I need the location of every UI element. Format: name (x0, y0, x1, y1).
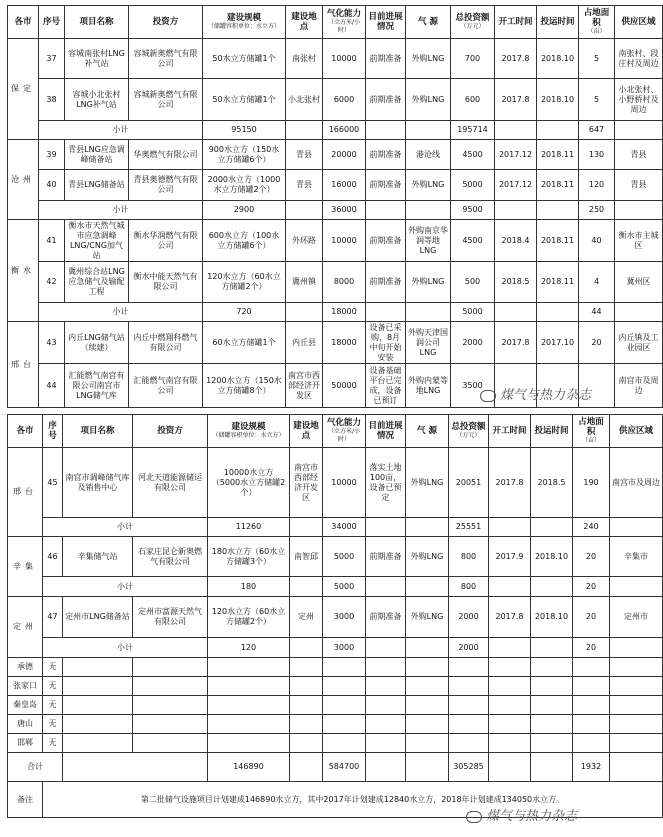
cell-op: 2018.10 (531, 597, 573, 638)
cell-no: 37 (39, 39, 65, 79)
cell-source: 外购LNG (406, 170, 451, 201)
subtotal-scale: 720 (203, 303, 286, 322)
cell-scale: 120水立方（60水立方储罐2个） (208, 597, 290, 638)
subtotal-capacity: 36000 (323, 201, 366, 220)
subtotal-invest: 9500 (451, 201, 495, 220)
cell-invest: 4500 (451, 220, 495, 262)
cell-site: 南宫市西部经济开发区 (286, 364, 323, 408)
cell-op: 2017.10 (537, 322, 579, 364)
cell-area: 4 (579, 262, 615, 303)
cell-invest: 600 (451, 79, 495, 121)
cell-no: 40 (39, 170, 65, 201)
wechat-icon (480, 390, 496, 402)
cell-name: 冀州综合站LNG应急储气及输配工程 (65, 262, 129, 303)
cell-supply: 南张村、段庄村及周边 (615, 39, 663, 79)
cell-scale: 50水立方储罐1个 (203, 79, 286, 121)
cell-supply: 辛集市 (610, 537, 663, 577)
cell-name: 衡水市天然气城市应急调峰LNG/CNG加气站 (65, 220, 129, 262)
subtotal-label: 小计 (43, 638, 208, 658)
header-name: 项目名称 (63, 415, 133, 448)
cell-area: 20 (573, 597, 610, 638)
cell-invest: 4500 (451, 140, 495, 170)
cell-invest: 800 (449, 537, 489, 577)
city-cell: 衡水 (8, 220, 39, 322)
cell-capacity: 10000 (323, 39, 366, 79)
subtotal-scale: 95150 (203, 121, 286, 140)
cell-supply: 冀州区 (615, 262, 663, 303)
cell-site: 南张村 (286, 39, 323, 79)
table-row (8, 262, 663, 303)
city-cell: 定州 (8, 597, 43, 658)
cell-capacity: 50000 (323, 364, 366, 408)
subtotal-label: 小计 (39, 201, 203, 220)
table-row (8, 140, 663, 170)
cell-area: 120 (579, 170, 615, 201)
table-2-container (7, 414, 660, 818)
city-cell: 张家口 (8, 677, 43, 696)
cell-invest: 700 (451, 39, 495, 79)
city-cell: 邯郸 (8, 734, 43, 753)
cell-investor: 定州市富源天然气有限公司 (133, 597, 208, 638)
cell-investor: 汇能燃气南宫有限公司 (129, 364, 203, 408)
cell-no: 47 (43, 597, 63, 638)
cell-no: 41 (39, 220, 65, 262)
cell-start: 2017.9 (489, 537, 531, 577)
cell-source: 外购LNG (406, 597, 449, 638)
cell-no: 45 (43, 448, 63, 518)
header-site: 建设地点 (286, 6, 323, 39)
header-supply: 供应区域 (610, 415, 663, 448)
cell-op: 2018.10 (537, 79, 579, 121)
cell-progress: 前期准备 (366, 140, 406, 170)
table-row (8, 79, 663, 121)
cell-start: 2017.8 (489, 448, 531, 518)
cell-progress: 前期准备 (366, 170, 406, 201)
header-city: 各市 (8, 415, 43, 448)
subtotal-scale: 11260 (208, 518, 290, 537)
city-cell: 邢台 (8, 322, 39, 408)
subtotal-capacity: 3000 (323, 638, 366, 658)
empty-city-row (8, 658, 663, 677)
cell-investor: 容城新奥燃气有限公司 (129, 39, 203, 79)
cell-op: 2018.10 (537, 39, 579, 79)
cell-scale: 600水立方（100水立方储罐6个） (203, 220, 286, 262)
cell-no: 43 (39, 322, 65, 364)
city-cell: 承德 (8, 658, 43, 677)
header-name: 项目名称 (65, 6, 129, 39)
subtotal-row (8, 518, 663, 537)
header-no: 序号 (39, 6, 65, 39)
cell-supply: 青县 (615, 140, 663, 170)
cell-source: 外购LNG (406, 39, 451, 79)
total-label: 合计 (8, 753, 63, 782)
subtotal-area: 20 (573, 638, 610, 658)
cell-invest: 5000 (451, 170, 495, 201)
cell-name: 容城南张村LNG补气站 (65, 39, 129, 79)
subtotal-scale: 180 (208, 577, 290, 597)
total-invest: 305285 (449, 753, 489, 782)
cell-start: 2018.5 (495, 262, 537, 303)
cell-no: 39 (39, 140, 65, 170)
header-invest: 总投资额 （万元） (449, 415, 489, 448)
cell-progress: 前期准备 (366, 79, 406, 121)
subtotal-area: 20 (573, 577, 610, 597)
cell-start: 2017.8 (489, 597, 531, 638)
subtotal-scale: 120 (208, 638, 290, 658)
header-progress: 目前进展情况 (366, 415, 406, 448)
header-op: 投运时间 (531, 415, 573, 448)
cell-site: 小北张村 (286, 79, 323, 121)
total-capacity: 584700 (323, 753, 366, 782)
cell-investor: 青县奥德燃气有限公司 (129, 170, 203, 201)
cell-name: 容城小北张村LNG补气站 (65, 79, 129, 121)
table-row (8, 39, 663, 79)
cell-supply: 青县 (615, 170, 663, 201)
cell-no: 44 (39, 364, 65, 408)
cell-source: 外购南京华润等地LNG (406, 220, 451, 262)
table-row (8, 537, 663, 577)
cell-name: 青县LNG应急调峰储备站 (65, 140, 129, 170)
header-area: 占地面积 （亩） (573, 415, 610, 448)
header-area: 占地面积 （亩） (579, 6, 615, 39)
cell-progress: 前期准备 (366, 220, 406, 262)
cell-area: 5 (579, 79, 615, 121)
cell-source: 外购LNG (406, 262, 451, 303)
subtotal-label: 小计 (43, 577, 208, 597)
cell-name: 内丘LNG储气站（续建） (65, 322, 129, 364)
cell-supply: 内丘镇及工业园区 (615, 322, 663, 364)
header-scale: 建设规模 （储罐容积单位：水立方） (203, 6, 286, 39)
cell-no: 38 (39, 79, 65, 121)
cell-progress: 落实土地100亩，设备已预定 (366, 448, 406, 518)
empty-city-row (8, 696, 663, 715)
cell-start: 2017.12 (495, 140, 537, 170)
cell-source: 外购LNG (406, 448, 449, 518)
subtotal-capacity: 166000 (323, 121, 366, 140)
header-start: 开工时间 (489, 415, 531, 448)
cell-investor: 河北天道能源储运有限公司 (133, 448, 208, 518)
subtotal-capacity: 5000 (323, 577, 366, 597)
cell-no: 无 (43, 715, 63, 734)
cell-start: 2017.12 (495, 170, 537, 201)
city-cell: 唐山 (8, 715, 43, 734)
cell-invest: 2000 (451, 322, 495, 364)
cell-start: 2017.8 (495, 39, 537, 79)
subtotal-invest: 800 (449, 577, 489, 597)
wechat-icon (466, 811, 482, 823)
subtotal-label: 小计 (43, 518, 208, 537)
table-row (8, 448, 663, 518)
cell-no: 无 (43, 677, 63, 696)
cell-site: 定州 (290, 597, 323, 638)
cell-source: 外购内蒙等地LNG (406, 364, 451, 408)
cell-progress: 设备基础平台已完成，设备已预订 (366, 364, 406, 408)
subtotal-invest: 2000 (449, 638, 489, 658)
total-scale: 146890 (208, 753, 290, 782)
header-source: 气 源 (406, 415, 449, 448)
cell-progress: 前期准备 (366, 39, 406, 79)
cell-scale: 180水立方（60水立方储罐3个） (208, 537, 290, 577)
cell-invest: 2000 (449, 597, 489, 638)
cell-site: 内丘县 (286, 322, 323, 364)
cell-scale: 900水立方（150水立方储罐6个） (203, 140, 286, 170)
cell-no: 无 (43, 658, 63, 677)
cell-invest: 3500 (451, 364, 495, 408)
cell-source: 外购天津国润公司LNG (406, 322, 451, 364)
cell-name: 青县LNG储备站 (65, 170, 129, 201)
cell-start: 2018.4 (495, 220, 537, 262)
cell-op: 2018.11 (537, 140, 579, 170)
watermark-1: 煤气与热力杂志 (480, 384, 591, 403)
cell-scale: 50水立方储罐1个 (203, 39, 286, 79)
cell-supply: 小北张村、小野桥村及周边 (615, 79, 663, 121)
subtotal-label: 小计 (39, 121, 203, 140)
cell-name: 辛集储气站 (63, 537, 133, 577)
cell-progress: 前期准备 (366, 262, 406, 303)
cell-scale: 1200水立方（150水立方储罐8个） (203, 364, 286, 408)
header-investor: 投资方 (133, 415, 208, 448)
subtotal-row (8, 577, 663, 597)
cell-supply: 南宫市及周边 (615, 364, 663, 408)
cell-area: 130 (579, 140, 615, 170)
subtotal-capacity: 34000 (323, 518, 366, 537)
cell-op: 2018.11 (537, 220, 579, 262)
cell-capacity: 8000 (323, 262, 366, 303)
subtotal-invest: 195714 (451, 121, 495, 140)
subtotal-row (8, 201, 663, 220)
cell-progress: 前期准备 (366, 537, 406, 577)
cell-capacity: 18000 (323, 322, 366, 364)
cell-capacity: 16000 (323, 170, 366, 201)
header-start: 开工时间 (495, 6, 537, 39)
cell-name: 南宫市调峰储气库及销售中心 (63, 448, 133, 518)
cell-invest: 500 (451, 262, 495, 303)
table-row (8, 597, 663, 638)
project-table-1 (7, 5, 663, 408)
subtotal-invest: 5000 (451, 303, 495, 322)
cell-capacity: 20000 (323, 140, 366, 170)
empty-city-row (8, 734, 663, 753)
cell-area: 190 (573, 448, 610, 518)
cell-supply: 南宫市及周边 (610, 448, 663, 518)
cell-source: 外购LNG (406, 79, 451, 121)
header-row (8, 415, 663, 448)
table-row (8, 170, 663, 201)
table-row (8, 220, 663, 262)
header-investor: 投资方 (129, 6, 203, 39)
cell-name: 定州市LNG储备站 (63, 597, 133, 638)
cell-investor: 华奥燃气有限公司 (129, 140, 203, 170)
header-invest: 总投资额 （万元） (451, 6, 495, 39)
subtotal-area: 250 (579, 201, 615, 220)
subtotal-area: 44 (579, 303, 615, 322)
cell-site: 外环路 (286, 220, 323, 262)
cell-investor: 内丘中燃翔科燃气有限公司 (129, 322, 203, 364)
subtotal-area: 647 (579, 121, 615, 140)
note-text: 第二批储气设施项目计划建成146890水立方，其中2017年计划建成12840水立方，2018年计划建成134050水立方。 (43, 782, 663, 818)
cell-source: 外购LNG (406, 537, 449, 577)
city-cell: 沧州 (8, 140, 39, 220)
subtotal-row (8, 121, 663, 140)
cell-area: 40 (579, 220, 615, 262)
subtotal-invest: 25551 (449, 518, 489, 537)
project-table-2 (7, 414, 663, 818)
cell-site: 青县 (286, 170, 323, 201)
cell-site: 南宫市西部经济开发区 (290, 448, 323, 518)
header-row (8, 6, 663, 39)
cell-progress: 前期准备 (366, 597, 406, 638)
header-source: 气 源 (406, 6, 451, 39)
cell-op: 2018.11 (537, 262, 579, 303)
empty-city-row (8, 677, 663, 696)
cell-op: 2018.5 (531, 448, 573, 518)
cell-investor: 容城新奥燃气有限公司 (129, 79, 203, 121)
empty-city-row (8, 715, 663, 734)
cell-site: 南智邱 (290, 537, 323, 577)
cell-capacity: 5000 (323, 537, 366, 577)
cell-area: 5 (579, 39, 615, 79)
cell-invest: 20051 (449, 448, 489, 518)
cell-scale: 2000水立方（1000水立方储罐2个） (203, 170, 286, 201)
cell-no: 46 (43, 537, 63, 577)
subtotal-area: 240 (573, 518, 610, 537)
header-scale: 建设规模 （储罐容积单位：水立方） (208, 415, 290, 448)
header-supply: 供应区域 (615, 6, 663, 39)
cell-supply: 衡水市主城区 (615, 220, 663, 262)
cell-area: 20 (573, 537, 610, 577)
subtotal-row (8, 638, 663, 658)
cell-investor: 衡水华润燃气有限公司 (129, 220, 203, 262)
total-row (8, 753, 663, 782)
cell-name: 汇能燃气南宫有限公司南宫市LNG储气库 (65, 364, 129, 408)
cell-scale: 60水立方储罐1个 (203, 322, 286, 364)
table-row (8, 322, 663, 364)
header-city: 各市 (8, 6, 39, 39)
note-label: 备注 (8, 782, 43, 818)
cell-progress: 设备已采购，8月中旬开始安装 (366, 322, 406, 364)
header-site: 建设地点 (290, 415, 323, 448)
cell-start: 2017.8 (495, 79, 537, 121)
cell-start: 2017.8 (495, 322, 537, 364)
cell-capacity: 6000 (323, 79, 366, 121)
cell-scale: 120水立方（60水立方储罐2个） (203, 262, 286, 303)
city-cell: 保定 (8, 39, 39, 140)
cell-site: 冀州镇 (286, 262, 323, 303)
cell-op: 2018.10 (531, 537, 573, 577)
cell-capacity: 3000 (323, 597, 366, 638)
header-op: 投运时间 (537, 6, 579, 39)
cell-no: 无 (43, 734, 63, 753)
cell-site: 青县 (286, 140, 323, 170)
city-cell: 秦皇岛 (8, 696, 43, 715)
city-cell: 辛集 (8, 537, 43, 597)
watermark-2: 煤气与热力杂志 (466, 805, 577, 824)
cell-capacity: 10000 (323, 448, 366, 518)
cell-op: 2018.11 (537, 170, 579, 201)
cell-area: 20 (579, 322, 615, 364)
subtotal-row (8, 303, 663, 322)
header-capacity: 气化能力 （立方米/小时） (323, 415, 366, 448)
cell-investor: 衡水中能天然气有限公司 (129, 262, 203, 303)
total-area: 1932 (573, 753, 610, 782)
cell-scale: 10000水立方（5000水立方储罐2个） (208, 448, 290, 518)
city-cell: 邢台 (8, 448, 43, 537)
subtotal-capacity: 18000 (323, 303, 366, 322)
cell-supply: 定州市 (610, 597, 663, 638)
cell-investor: 石家庄昆仑新奥燃气有限公司 (133, 537, 208, 577)
header-capacity: 气化能力 （立方米/小时） (323, 6, 366, 39)
subtotal-label: 小计 (39, 303, 203, 322)
table-1-container (7, 5, 659, 408)
cell-capacity: 10000 (323, 220, 366, 262)
header-progress: 目前进展情况 (366, 6, 406, 39)
header-no: 序号 (43, 415, 63, 448)
cell-no: 无 (43, 696, 63, 715)
cell-source: 港沧线 (406, 140, 451, 170)
cell-no: 42 (39, 262, 65, 303)
subtotal-scale: 2900 (203, 201, 286, 220)
